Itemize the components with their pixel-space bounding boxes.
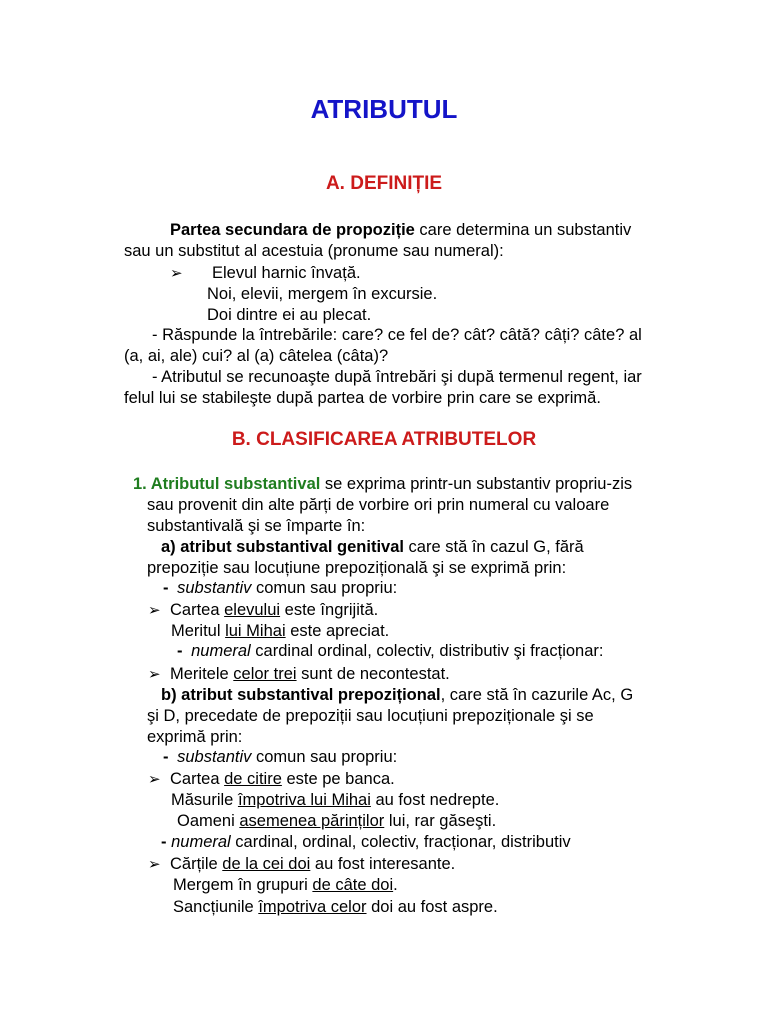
prepositional-example-5: Mergem în grupuri de câte doi.	[173, 876, 398, 894]
section-heading-clasificare: B. CLASIFICAREA ATRIBUTELOR	[231, 429, 537, 450]
example-1: ➢ Elevul harnic învață.	[170, 264, 361, 282]
prepositional-substantiv-item: - substantiv comun sau propriu:	[163, 748, 398, 766]
genitival-substantiv-item: - substantiv comun sau propriu:	[163, 579, 398, 597]
definition-line-2: sau un substitut al acestuia (pronume sau numeral):	[124, 242, 504, 260]
section-heading-definitie: A. DEFINIȚIE	[325, 173, 443, 194]
genitival-example-1: ➢ Cartea elevului este îngrijită.	[148, 601, 379, 619]
genitival-heading: a) atribut substantival genitival care stă în cazul G, fără	[161, 538, 584, 556]
genitival-line-2: prepoziție sau locuțiune prepozițională şi se exprimă prin:	[147, 559, 567, 577]
arrow-bullet-icon: ➢	[148, 771, 161, 788]
prepositional-heading: b) atribut substantival prepozițional, care stă în cazurile Ac, G	[161, 686, 634, 704]
substantival-definition-1: 1. Atributul substantival se exprima printr-un substantiv propriu-zis	[133, 475, 633, 493]
prepositional-example-6: Sancțiunile împotriva celor doi au fost aspre.	[173, 898, 498, 916]
prepositional-example-4: ➢ Cărțile de la cei doi au fost interesante.	[148, 855, 456, 873]
genitival-example-3: ➢ Meritele celor trei sunt de necontestat.	[148, 665, 450, 683]
genitival-numeral-item: - numeral cardinal ordinal, colectiv, distributiv şi fracționar:	[177, 642, 604, 660]
example-2: Noi, elevii, mergem în excursie.	[207, 285, 438, 303]
arrow-bullet-icon: ➢	[148, 856, 161, 873]
substantival-definition-2: sau provenit din alte părți de vorbire ori prin numeral cu valoare	[147, 496, 610, 514]
arrow-bullet-icon: ➢	[148, 602, 161, 619]
questions-line-1: - Răspunde la întrebările: care? ce fel de? cât? câtă? câți? câte? al	[152, 326, 642, 344]
prepositional-example-3: Oameni asemenea părinților lui, rar găseşti.	[177, 812, 497, 830]
questions-line-2: (a, ai, ale) cui? al (a) câtelea (câta)?	[124, 347, 389, 365]
arrow-bullet-icon: ➢	[170, 265, 183, 282]
page-title: ATRIBUTUL	[310, 94, 458, 124]
example-3: Doi dintre ei au plecat.	[207, 306, 372, 324]
genitival-example-2: Meritul lui Mihai este apreciat.	[171, 622, 390, 640]
substantival-definition-3: substantivală şi se împarte în:	[147, 517, 366, 535]
recognition-line-1: - Atributul se recunoaşte după întrebări şi după termenul regent, iar	[152, 368, 642, 386]
recognition-line-2: felul lui se stabileşte după partea de vorbire prin care se exprimă.	[124, 389, 601, 407]
prepositional-example-2: Măsurile împotriva lui Mihai au fost nedrepte.	[171, 791, 500, 809]
prepositional-example-1: ➢ Cartea de citire este pe banca.	[148, 770, 395, 788]
prepositional-numeral-item: - numeral cardinal, ordinal, colectiv, fracționar, distributiv	[161, 833, 571, 851]
prepositional-line-2: şi D, precedate de prepoziții sau locuțiuni prepoziționale şi se	[147, 707, 594, 725]
definition-line-1: Partea secundara de propoziție care determina un substantiv	[170, 221, 632, 239]
arrow-bullet-icon: ➢	[148, 666, 161, 683]
prepositional-line-3: exprimă prin:	[147, 728, 243, 746]
